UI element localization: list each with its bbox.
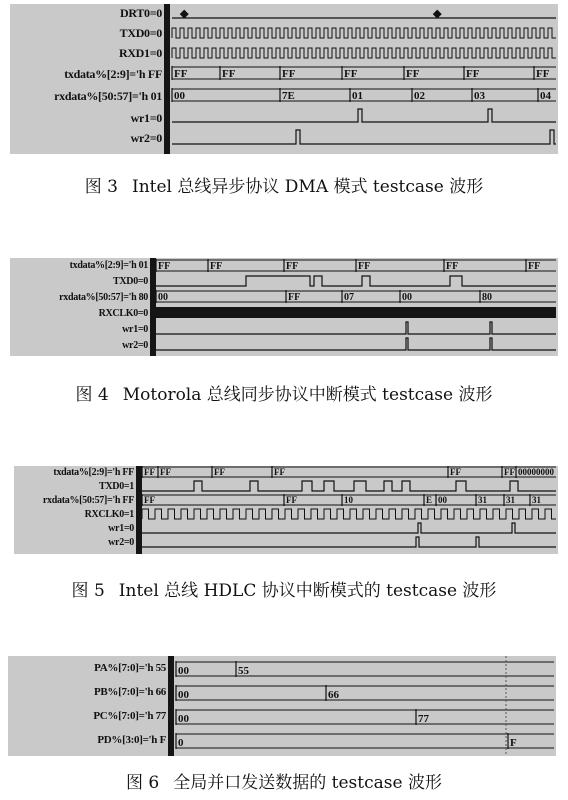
signal-trace <box>172 48 556 58</box>
caption-text: Motorola 总线同步协议中断模式 testcase 波形 <box>122 385 493 405</box>
signal-label: wr2=0 <box>108 537 134 548</box>
bus-value-label: FF <box>446 261 459 272</box>
signal-label: rxdata%[50:57]='h 01 <box>54 89 162 103</box>
bus-value-label: FF <box>358 261 371 272</box>
signal-label: wr1=0 <box>108 523 134 534</box>
signal-label: RXCLK0=0 <box>98 308 148 319</box>
bus-value-label: 00 <box>174 90 185 102</box>
time-marker-glyph: ◆ <box>433 8 442 20</box>
signal-label: wr1=0 <box>122 324 148 335</box>
caption-number: 图 4 <box>75 385 109 405</box>
bus-value-label: 0 <box>178 737 184 749</box>
signal-label: txdata%[2:9]='h 01 <box>69 260 148 271</box>
waveform-panel-fig6 <box>8 656 556 756</box>
bus-value-label: F <box>510 737 517 749</box>
signal-label: TXD0=0 <box>119 26 162 40</box>
waveform-panel-fig4 <box>10 258 558 356</box>
caption-text: Intel 总线 HDLC 协议中断模式的 testcase 波形 <box>118 581 497 601</box>
bus-value-label: 00 <box>158 292 168 303</box>
signal-trace <box>156 322 556 334</box>
bus-value-label: 31 <box>506 495 515 505</box>
signal-divider-bar <box>168 656 174 756</box>
bus-value-label: 77 <box>418 713 429 725</box>
figure-caption <box>0 768 568 793</box>
signal-trace <box>142 509 556 519</box>
signal-divider-bar <box>164 4 170 154</box>
bus-value-label: FF <box>286 261 299 272</box>
bus-value-label: FF <box>406 68 420 80</box>
bus-value-label: 02 <box>414 90 425 102</box>
waveform-traces <box>10 258 558 356</box>
bus-value-label: FF <box>160 467 171 477</box>
bus-value-label: 00 <box>178 665 189 677</box>
signal-label: txdata%[2:9]='h FF <box>64 67 162 81</box>
signal-trace <box>172 130 556 144</box>
figure-caption <box>0 576 568 601</box>
bus-value-label: FF <box>210 261 223 272</box>
signal-trace <box>156 338 556 350</box>
bus-value-label: FF <box>144 467 155 477</box>
bus-value-label: 00 <box>178 689 189 701</box>
bus-value-label: 66 <box>328 689 339 701</box>
waveform-panel-fig3 <box>10 4 558 154</box>
bus-value-label: FF <box>286 495 297 505</box>
caption-number: 图 5 <box>71 581 105 601</box>
signal-divider-bar <box>150 258 156 356</box>
figure-caption <box>0 380 568 405</box>
bus-value-label: 31 <box>478 495 487 505</box>
bus-value-label: FF <box>528 261 541 272</box>
bus-value-label: FF <box>158 261 171 272</box>
waveform-panel-fig5 <box>14 466 558 554</box>
bus-value-label: FF <box>536 68 550 80</box>
signal-trace <box>172 109 556 122</box>
bus-value-label: FF <box>274 467 285 477</box>
caption-text: 全局并口发送数据的 testcase 波形 <box>173 773 442 793</box>
signal-label: RXD1=0 <box>118 46 162 60</box>
bus-value-label: FF <box>344 68 358 80</box>
signal-trace <box>172 28 556 38</box>
signal-label: wr1=0 <box>130 111 162 125</box>
signal-trace <box>156 276 556 286</box>
bus-value-label: FF <box>504 467 515 477</box>
bus-value-label: FF <box>144 495 155 505</box>
waveform-traces <box>10 4 558 154</box>
caption-number: 图 3 <box>84 177 118 197</box>
bus-value-label: 00 <box>178 713 189 725</box>
bus-value-label: 10 <box>344 495 353 505</box>
bus-value-label: 00 <box>438 495 447 505</box>
bus-value-label: 03 <box>474 90 485 102</box>
caption-text: Intel 总线异步协议 DMA 模式 testcase 波形 <box>132 177 484 197</box>
signal-label: txdata%[2:9]='h FF <box>53 467 134 478</box>
bus-value-label: 31 <box>532 495 541 505</box>
bus-value-label: 80 <box>482 292 492 303</box>
figure-caption <box>0 172 568 197</box>
bus-value-label: 01 <box>352 90 363 102</box>
bus-value-label: FF <box>450 467 461 477</box>
bus-value-label: 07 <box>344 292 354 303</box>
bus-value-label: 7E <box>282 90 295 102</box>
bus-value-label: 00000000 <box>518 467 554 477</box>
signal-label: TXD0=0 <box>112 276 148 287</box>
signal-trace <box>142 537 556 547</box>
waveform-traces <box>8 656 556 756</box>
time-marker-glyph: ◆ <box>180 8 189 20</box>
bus-value-label: FF <box>214 467 225 477</box>
signal-label: PA%[7:0]='h 55 <box>94 662 166 674</box>
signal-label: TXD0=1 <box>98 481 134 492</box>
signal-divider-bar <box>136 466 142 554</box>
caption-number: 图 6 <box>126 773 160 793</box>
waveform-traces <box>14 466 558 554</box>
signal-label: PD%[3:0]='h F <box>97 734 166 746</box>
signal-label: RXCLK0=1 <box>84 509 134 520</box>
signal-trace <box>142 523 556 533</box>
bus-value-label: FF <box>174 68 188 80</box>
bus-value-label: 00 <box>402 292 412 303</box>
bus-value-label: E <box>426 495 433 505</box>
signal-label: PB%[7:0]='h 66 <box>93 686 166 698</box>
bus-value-label: 55 <box>238 665 249 677</box>
bus-value-label: FF <box>466 68 480 80</box>
signal-label: rxdata%[50:57]='h 80 <box>59 292 148 303</box>
bus-value-label: FF <box>282 68 296 80</box>
bus-value-label: 04 <box>540 90 551 102</box>
signal-label: wr2=0 <box>122 340 148 351</box>
signal-label: rxdata%[50:57]='h FF <box>42 495 134 506</box>
bus-value-label: FF <box>288 292 301 303</box>
signal-label: PC%[7:0]='h 77 <box>93 710 166 722</box>
dense-clock-trace <box>156 307 556 318</box>
signal-label: DRT0=0 <box>120 6 162 20</box>
signal-trace <box>142 481 556 491</box>
bus-value-label: FF <box>222 68 236 80</box>
signal-label: wr2=0 <box>130 131 162 145</box>
